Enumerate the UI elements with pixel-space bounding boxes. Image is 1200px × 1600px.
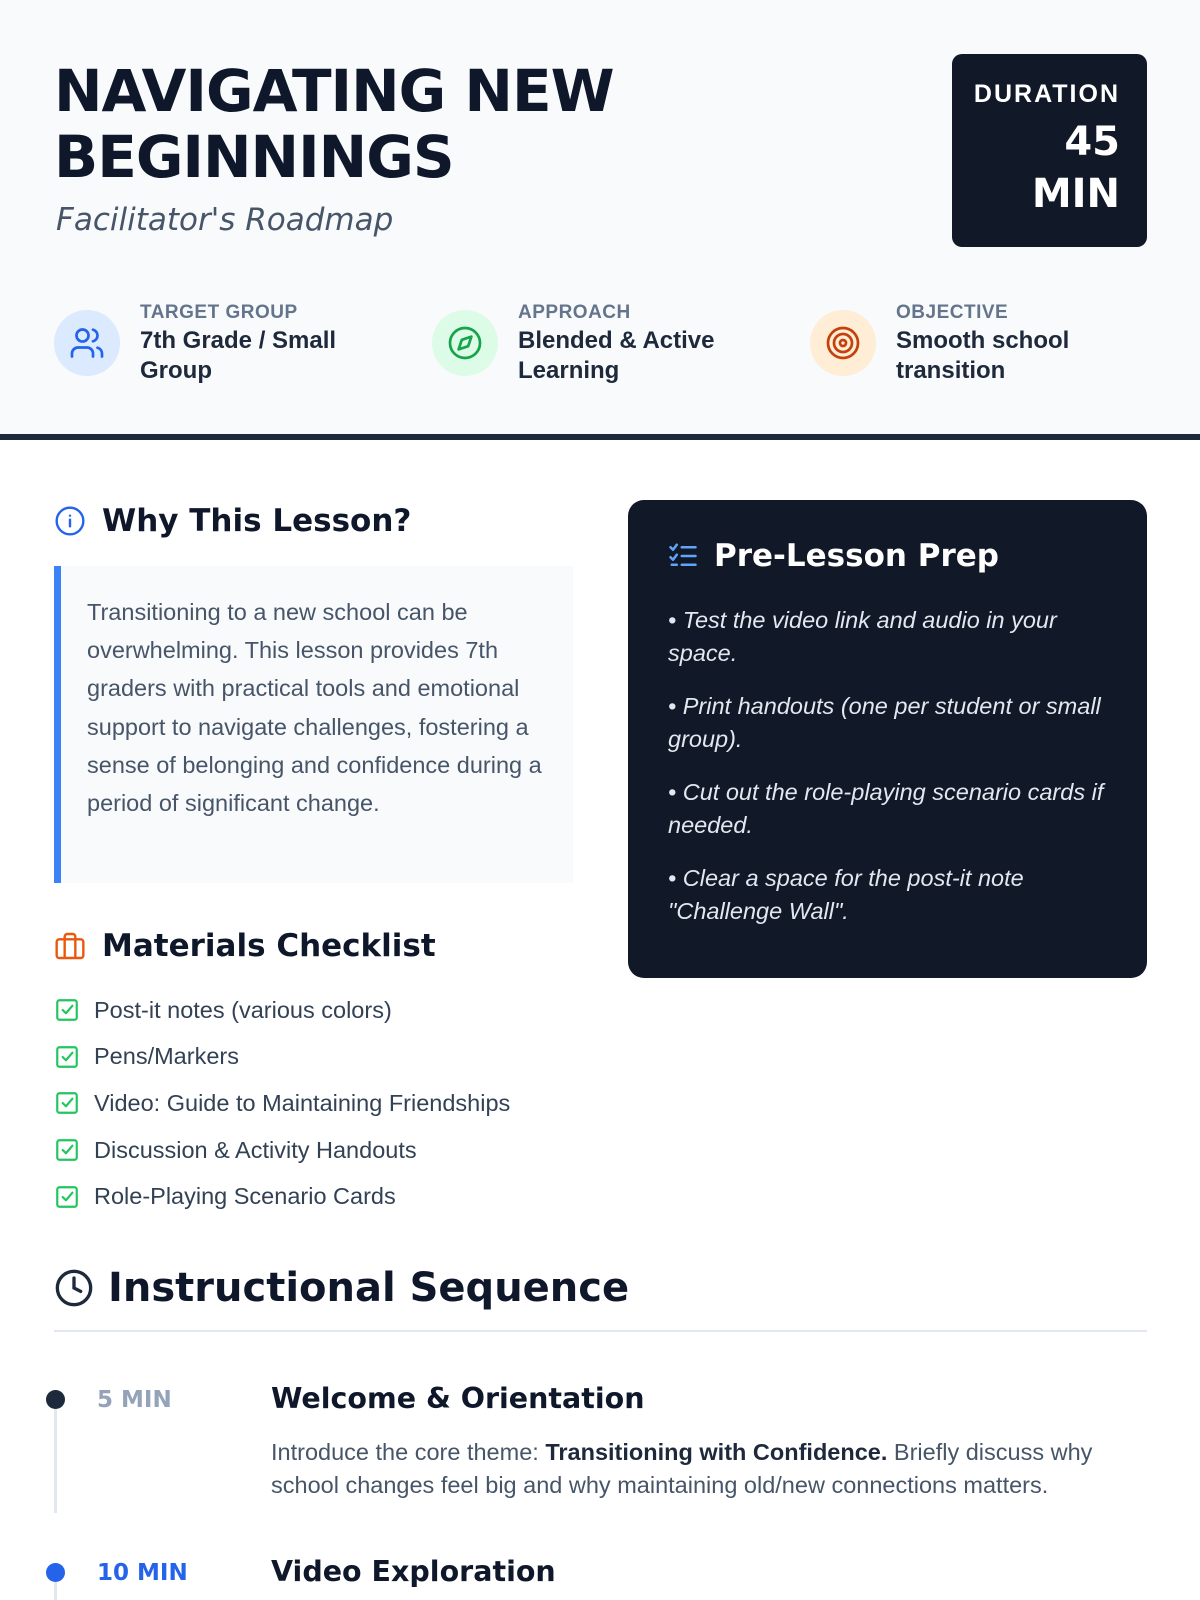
sequence-title: Instructional Sequence	[108, 1265, 630, 1311]
list-item	[54, 987, 510, 1034]
step-title: Welcome & Orientation	[271, 1382, 645, 1415]
prep-list	[668, 604, 1107, 928]
timeline-dot	[46, 1563, 65, 1582]
list-item	[54, 1173, 510, 1220]
step-duration: 10 MIN	[97, 1560, 188, 1586]
list-item	[54, 1080, 510, 1127]
list-item	[54, 1127, 510, 1174]
prep-title: Pre-Lesson Prep	[714, 538, 999, 574]
meta-objective	[810, 302, 1140, 392]
checkbox-checked-icon	[54, 1184, 80, 1210]
step-title: Video Exploration	[271, 1555, 556, 1588]
duration-badge	[952, 54, 1147, 247]
meta-value: Blended & Active Learning	[518, 327, 715, 384]
step-desc-emphasis: Transitioning with Confidence.	[545, 1439, 888, 1465]
material-label: Role-Playing Scenario Cards	[94, 1183, 396, 1210]
list-item: • Print handouts (one per student or small group).	[668, 693, 1101, 752]
page-subtitle: Facilitator's Roadmap	[56, 202, 394, 238]
checkbox-checked-icon	[54, 1137, 80, 1163]
why-callout: Transitioning to a new school can be overwhelming. This lesson provides 7th graders with practical tools and emotional support to navigate challenges, fostering a sense of belonging and confidence during a period of significant change.	[54, 566, 573, 883]
duration-value: 45	[1064, 119, 1120, 165]
material-label: Post-it notes (various colors)	[94, 996, 392, 1023]
meta-value: 7th Grade / Small Group	[140, 327, 337, 384]
step-description	[271, 1436, 1151, 1502]
page-title: NAVIGATING NEW BEGINNINGS	[54, 57, 614, 191]
step-duration: 5 MIN	[97, 1387, 172, 1413]
timeline-line	[54, 1409, 57, 1513]
checkbox-checked-icon	[54, 1090, 80, 1116]
meta-label: APPROACH	[518, 302, 631, 323]
meta-approach	[432, 302, 762, 392]
list-item: • Clear a space for the post-it note "Challenge Wall".	[668, 865, 1024, 924]
briefcase-icon	[54, 930, 86, 962]
prep-card	[628, 500, 1147, 978]
step-desc-text: Introduce the core theme:	[271, 1439, 546, 1465]
timeline-step	[44, 1382, 1154, 1512]
info-icon	[54, 505, 86, 537]
target-icon	[810, 310, 876, 376]
sequence-heading	[54, 1265, 629, 1311]
list-item: • Cut out the role-playing scenario cards if needed.	[668, 779, 1104, 838]
compass-icon	[432, 310, 498, 376]
timeline-step	[44, 1555, 1154, 1600]
material-label: Pens/Markers	[94, 1043, 239, 1070]
duration-unit: MIN	[1031, 171, 1120, 217]
materials-title: Materials Checklist	[102, 928, 436, 964]
checkbox-checked-icon	[54, 997, 80, 1023]
list-item: • Test the video link and audio in your space.	[668, 607, 1057, 666]
meta-label: OBJECTIVE	[896, 302, 1009, 323]
timeline-dot	[46, 1390, 65, 1409]
clock-icon	[54, 1268, 94, 1308]
list-item	[54, 1034, 510, 1081]
meta-target-group	[54, 302, 384, 392]
materials-list	[54, 987, 510, 1220]
step-desc-text: Briefly discuss why school changes feel big and why maintaining old/new connections matters.	[271, 1439, 1093, 1498]
why-title: Why This Lesson?	[102, 503, 412, 539]
timeline-line	[54, 1582, 57, 1600]
users-icon	[54, 310, 120, 376]
prep-heading	[668, 538, 1107, 574]
material-label: Video: Guide to Maintaining Friendships	[94, 1089, 511, 1116]
materials-heading	[54, 928, 436, 964]
checkbox-checked-icon	[54, 1044, 80, 1070]
lesson-header	[0, 0, 1200, 440]
meta-label: TARGET GROUP	[140, 302, 298, 323]
checklist-icon	[668, 541, 698, 571]
divider	[54, 1330, 1147, 1332]
meta-value: Smooth school transition	[896, 327, 1070, 384]
material-label: Discussion & Activity Handouts	[94, 1136, 417, 1163]
why-heading	[54, 503, 411, 539]
duration-label: DURATION	[973, 80, 1120, 108]
